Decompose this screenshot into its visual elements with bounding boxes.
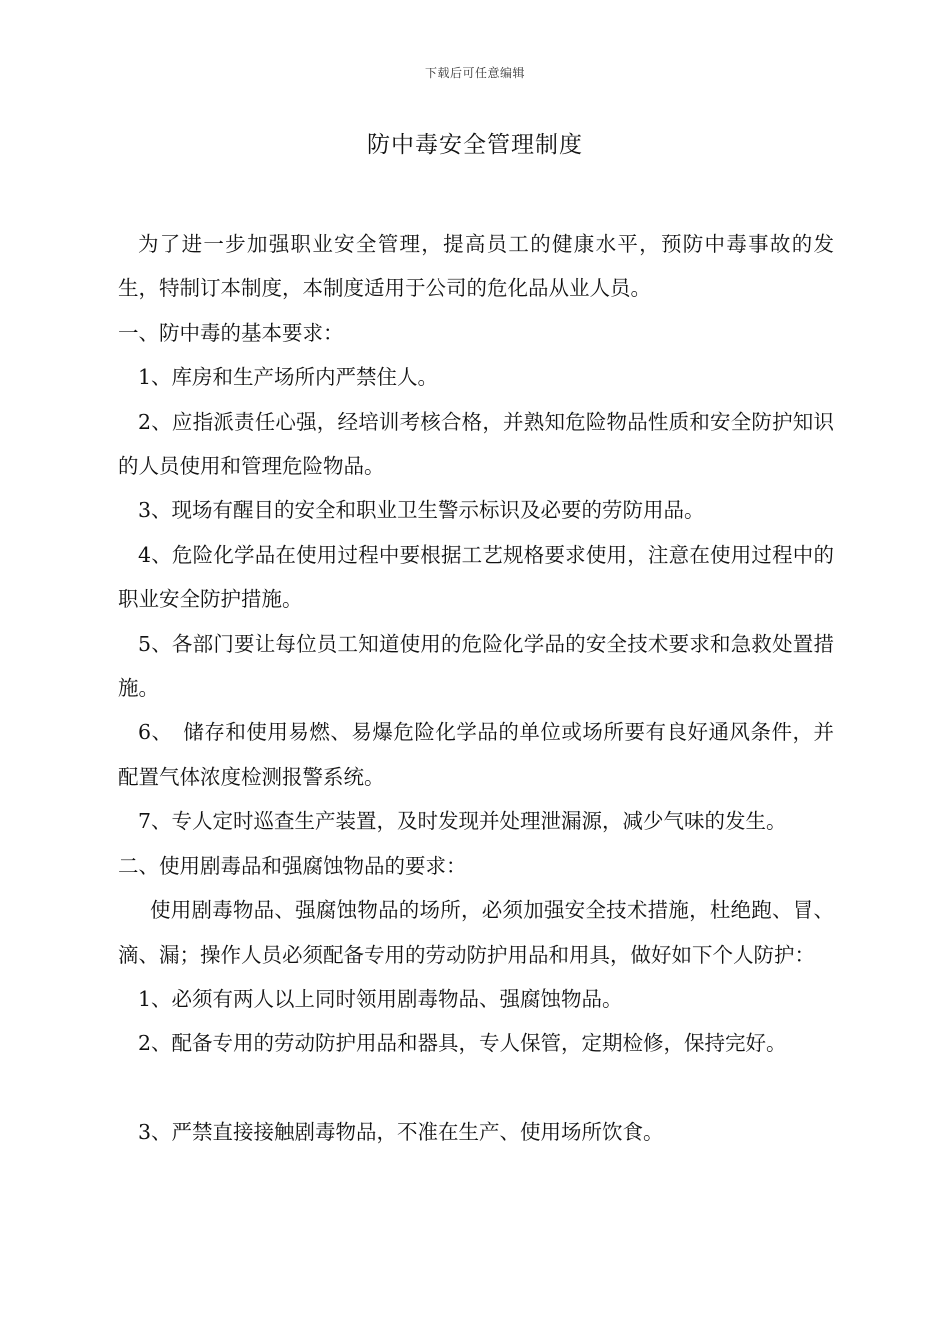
blank-line <box>118 1066 834 1110</box>
document-title: 防中毒安全管理制度 <box>367 132 583 158</box>
section-1-item-1: 1、库房和生产场所内严禁住人。 <box>138 365 439 390</box>
section-1-item-5: 5、各部门要让每位员工知道使用的危险化学品的安全技术要求和急救处置措施。 <box>118 631 834 701</box>
section-1-heading: 一、防中毒的基本要求： <box>118 320 344 345</box>
section-2-intro: 使用剧毒物品、强腐蚀物品的场所，必须加强安全技术措施，杜绝跑、冒、滴、漏；操作人员必须配备专用的劳动防护用品和用具，做好如下个人防护： <box>118 898 834 967</box>
intro-paragraph: 为了进一步加强职业安全管理，提高员工的健康水平，预防中毒事故的发生，特制订本制度，本制度适用于公司的危化品从业人员。 <box>118 232 834 301</box>
section-2-item-1: 1、必须有两人以上同时领用剧毒物品、强腐蚀物品。 <box>138 986 623 1011</box>
section-1-item-3: 3、现场有醒目的安全和职业卫生警示标识及必要的劳防用品。 <box>138 498 705 523</box>
section-1-item-7: 7、专人定时巡查生产装置，及时发现并处理泄漏源，减少气味的发生。 <box>138 809 787 834</box>
header-note: 下载后可任意编辑 <box>424 66 525 80</box>
section-1-item-6: 6、 储存和使用易燃、易爆危险化学品的单位或场所要有良好通风条件，并配置气体浓度检测报警系统。 <box>118 720 834 789</box>
section-2-heading: 二、使用剧毒品和强腐蚀物品的要求： <box>118 853 467 878</box>
document-body <box>118 222 834 1155</box>
section-2-item-2: 2、配备专用的劳动防护用品和器具，专人保管，定期检修，保持完好。 <box>138 1031 787 1056</box>
section-1-item-2: 2、应指派责任心强，经培训考核合格，并熟知危险物品性质和安全防护知识的人员使用和管理危险物品。 <box>118 409 834 479</box>
section-2-item-3: 3、严禁直接接触剧毒物品，不准在生产、使用场所饮食。 <box>138 1120 664 1145</box>
section-1-item-4: 4、危险化学品在使用过程中要根据工艺规格要求使用，注意在使用过程中的职业安全防护措施。 <box>118 542 834 612</box>
